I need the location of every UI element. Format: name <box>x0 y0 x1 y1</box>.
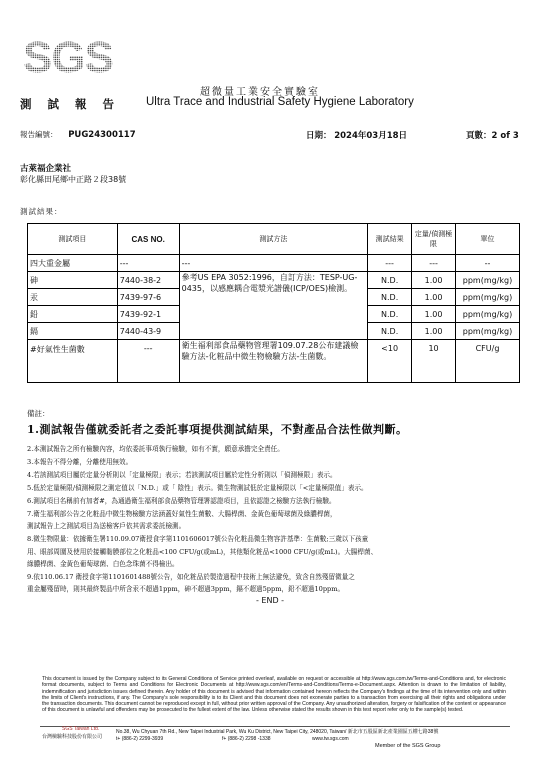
client-address: 彰化縣田尾鄉中正路２段38號 <box>20 175 127 184</box>
report-date <box>306 129 407 141</box>
note-item: 8.微生物限量：依據衛生署110.09.07衛授食字第1101606017號公告化粧品微生物容許基準：生菌數;三歲以下孩童 <box>27 535 369 543</box>
footer-company-cn: 台灣檢驗科技股份有限公司 <box>42 734 103 740</box>
footer-address: No.38, Wu Chyuan 7th Rd., New Taipei Industrial Park, Wu Ku District, New Taipei City, 248020, Taiwan/ 新北市五股區新北產業園區五權七路38號 <box>116 729 439 735</box>
note-item: 用、眼部周圍及使用於接觸黏膜部位之化粧品<100 CFU/g(或mL)，其他類化粧品<1000 CFU/g(或mL)。大腸桿菌、 <box>27 548 378 556</box>
report-date-label: 日期： <box>306 131 332 141</box>
member-of-group: Member of the SGS Group <box>375 743 441 749</box>
cell-cas: --- <box>117 340 179 383</box>
page-number-value: 2 of 3 <box>491 131 519 141</box>
table-row <box>28 255 520 272</box>
note-item: 綠膿桿菌、金黃色葡萄球菌、白色念珠菌不得檢出。 <box>27 560 179 568</box>
cell-result: N.D. <box>368 289 412 306</box>
cell-result: N.D. <box>368 306 412 323</box>
footer-company-en: SGS Taiwan Ltd. <box>62 726 100 732</box>
footer-web[interactable]: www.tw.sgs.com <box>312 736 349 742</box>
cell-result: N.D. <box>368 272 412 289</box>
cell-cas: 7439-97-6 <box>117 289 179 306</box>
cell-limit: --- <box>412 255 456 272</box>
header-unit: 單位 <box>456 224 520 255</box>
note-item: 3.本報告不得分離，分離使用無效。 <box>27 458 133 466</box>
client-name: 古萊福企業社 <box>20 164 72 174</box>
cell-limit: 1.00 <box>412 289 456 306</box>
svg-text:SGS: SGS <box>23 33 113 80</box>
cell-result: --- <box>368 255 412 272</box>
cell-item: 汞 <box>28 289 118 306</box>
cell-cas: 7439-92-1 <box>117 306 179 323</box>
note-item: 5.低於定量極限/偵測極限之測定值以「N.D.」或「 陰性」表示。微生物測試低於定量極限以「<定量極限值」表示。 <box>27 484 368 492</box>
cell-unit: CFU/g <box>456 340 520 383</box>
cell-limit: 1.00 <box>412 306 456 323</box>
cell-limit: 1.00 <box>412 272 456 289</box>
cell-unit: ppm(mg/kg) <box>456 306 520 323</box>
lab-name-english: Ultra Trace and Industrial Safety Hygiene Laboratory <box>146 96 414 108</box>
page-number <box>466 129 519 141</box>
table-row <box>28 272 520 289</box>
page-number-label: 頁數： <box>466 131 492 141</box>
cell-result: N.D. <box>368 323 412 340</box>
header-item: 測試項目 <box>28 224 118 255</box>
footer-tel: t+ (886-2) 2299-3939 <box>116 736 164 742</box>
cell-method: --- <box>179 255 368 272</box>
table-row <box>28 340 520 383</box>
note-item: 測試報告上之測試項目為送檢客戶依其需求委託檢測。 <box>27 522 186 530</box>
results-title: 測試結果： <box>20 207 63 216</box>
cell-cas: 7440-38-2 <box>117 272 179 289</box>
footer-divider <box>40 726 510 727</box>
cell-method: 衛生福利部食品藥物管理署109.07.28公布建議檢驗方法-化粧品中微生物檢驗方法-生菌數。 <box>179 340 368 383</box>
header-result: 測試結果 <box>368 224 412 255</box>
report-number-label: 報告編號： <box>20 130 58 139</box>
cell-limit: 10 <box>412 340 456 383</box>
note-item: 6.測試項目名稱前有加者#，為通過衛生福利部食品藥物管理署認證項目，且依認證之檢驗方法執行檢驗。 <box>27 497 336 505</box>
report-title: 測 試 報 告 <box>20 97 121 111</box>
cell-method-metals: 參考US EPA 3052:1996，自訂方法：TESP-UG-0435，以感應耦合電漿光譜儀(ICP/OES)檢測。 <box>179 272 368 340</box>
note-item: 9.依110.06.17 衛授食字第1101601488號公告，如化粧品於製造過程中技術上無法避免，致含自然殘留微量之 <box>27 573 355 581</box>
results-table <box>27 223 520 383</box>
header-cas: CAS NO. <box>117 224 179 255</box>
cell-limit: 1.00 <box>412 323 456 340</box>
table-header-row <box>28 224 520 255</box>
cell-item: #好氣性生菌數 <box>28 340 118 383</box>
cell-unit: ppm(mg/kg) <box>456 272 520 289</box>
cell-unit: -- <box>456 255 520 272</box>
footer-fax: f+ (886-2) 2298 -1338 <box>222 736 271 742</box>
report-date-value: 2024年03月18日 <box>334 131 408 141</box>
end-marker: - END - <box>256 596 285 605</box>
sgs-logo <box>19 32 117 80</box>
cell-item: 四大重金屬 <box>28 255 118 272</box>
lab-name-chinese: 超微量工業安全實驗室 <box>200 87 320 98</box>
cell-item: 鎘 <box>28 323 118 340</box>
cell-item: 鉛 <box>28 306 118 323</box>
note-item: 7.衛生福利部公告之化粧品中微生物檢驗方法涵蓋好氣性生菌數、大腸桿菌、金黃色葡萄球菌及綠膿桿菌， <box>27 510 337 518</box>
header-method: 測試方法 <box>179 224 368 255</box>
report-number-value: PUG24300117 <box>68 130 136 140</box>
note-item: 4.若該測試項目屬於定量分析則以「定量極限」表示；若該測試項目屬於定性分析則以「偵測極限」表示。 <box>27 471 337 479</box>
note-item: 重金屬殘留時，則其最終製品中所含汞不超過1ppm，砷不超過3ppm，鎘不超過5ppm，鉛不超過10ppm。 <box>27 585 345 593</box>
cell-item: 砷 <box>28 272 118 289</box>
cell-unit: ppm(mg/kg) <box>456 289 520 306</box>
note-item: 2.本測試報告之所有檢驗內容，均依委託事項執行檢驗，如有不實，願意承擔完全責任。 <box>27 445 284 453</box>
report-number <box>20 129 136 140</box>
cell-unit: ppm(mg/kg) <box>456 323 520 340</box>
cell-cas: --- <box>117 255 179 272</box>
cell-result: <10 <box>368 340 412 383</box>
cell-cas: 7440-43-9 <box>117 323 179 340</box>
disclaimer-text: This document is issued by the Company subject to its General Conditions of Service printed overleaf, available on request or accessible at http://www.sgs.com.tw/Terms-and-Conditions and, for electronic format documents, subject to Terms and Conditions for Electronic Documents at http://www.sgs.com/en/Terms-and-Conditions/Terms-e-Document.aspx. Attention is drawn to the limitation of liability, indemnification and jurisdiction issues defined therein. Any holder of this document is advised that information contained hereon reflects the Company's findings at the time of its intervention only and within the limits of Client's instructions, if any. The Company's sole responsibility is to its Client and this document does not exonerate parties to a transaction from exercising all their rights and obligations under the transaction documents. This document cannot be reproduced except in full, without prior written approval of the Company. Any unauthorized alteration, forgery or falsification of the content or appearance of this document is unlawful and offenders may be prosecuted to the fullest extent of the law. Unless otherwise stated the results shown in this test report refer only to the sample(s) tested. <box>42 676 506 714</box>
notes-title: 備註： <box>27 409 50 418</box>
header-limit: 定量/偵測極限 <box>412 224 456 255</box>
note-item: 1.測試報告僅就委託者之委託事項提供測試結果，不對產品合法性做判斷。 <box>27 423 408 436</box>
